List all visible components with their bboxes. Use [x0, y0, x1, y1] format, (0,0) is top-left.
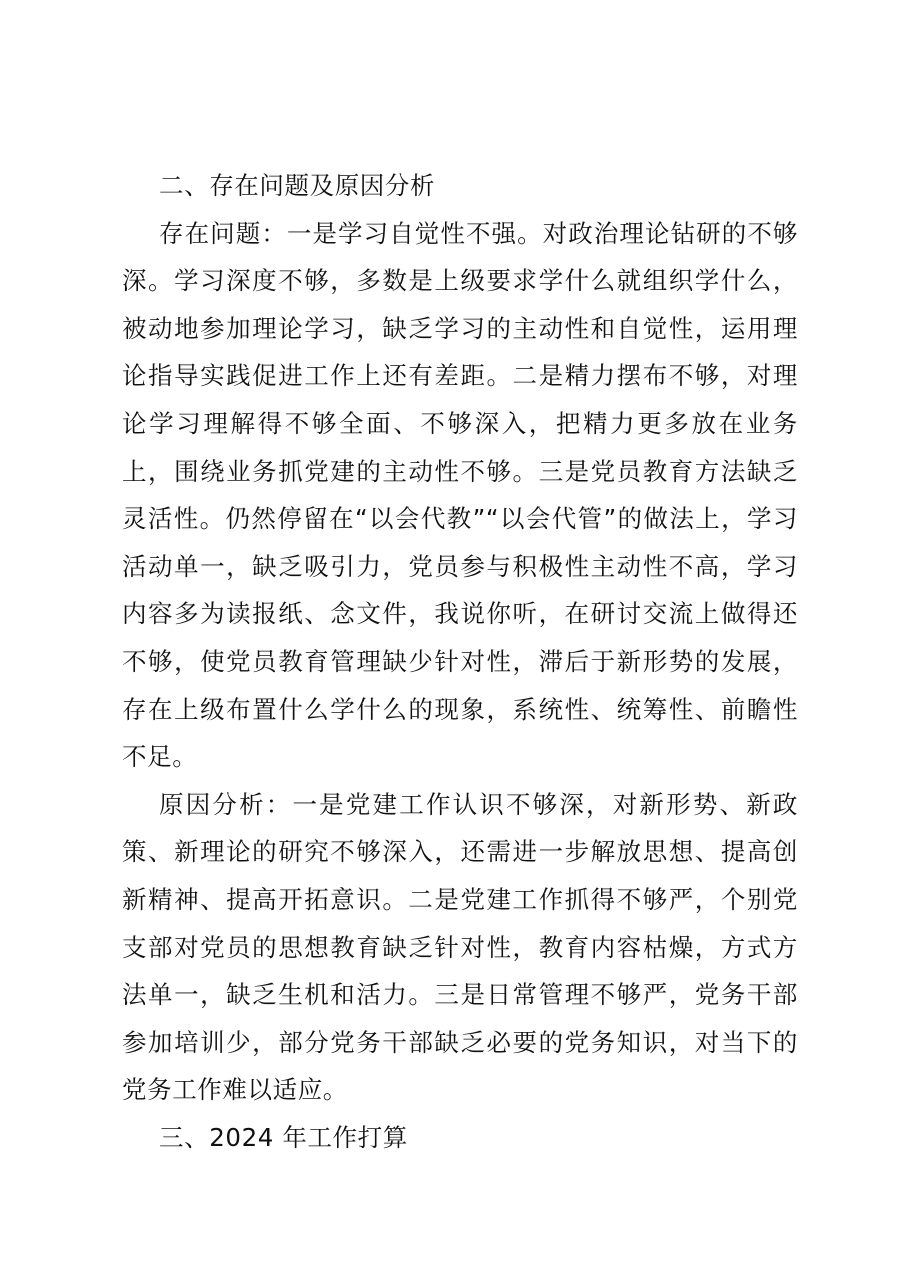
causes-paragraph: 原因分析：一是党建工作认识不够深，对新形势、新政策、新理论的研究不够深入，还需进一步解放思想、提高创新精神、提高开拓意识。二是党建工作抓得不够严，个别党支部对党员的思想教育缺乏针对性，教育内容枯燥，方式方法单一，缺乏生机和活力。三是日常管理不够严，党务干部参加培训少，部分党务干部缺乏必要的党务知识，对当下的党务工作难以适应。: [122, 789, 798, 1105]
section-three-heading: 三、2024 年工作打算: [159, 1122, 408, 1152]
problems-paragraph: 存在问题：一是学习自觉性不强。对政治理论钻研的不够深。学习深度不够，多数是上级要求学什么就组织学什么，被动地参加理论学习，缺乏学习的主动性和自觉性，运用理论指导实践促进工作上还有差距。二是精力摆布不够，对理论学习理解得不够全面、不够深入，把精力更多放在业务上，围绕业务抓党建的主动性不够。三是党员教育方法缺乏灵活性。仍然停留在“以会代教”“以会代管”的做法上，学习活动单一，缺乏吸引力，党员参与积极性主动性不高，学习内容多为读报纸、念文件，我说你听，在研讨交流上做得还不够，使党员教育管理缺少针对性，滞后于新形势的发展，存在上级布置什么学什么的现象，系统性、统筹性、前瞻性不足。: [122, 218, 798, 772]
section-two-heading: 二、存在问题及原因分析: [159, 171, 436, 200]
document-body: [122, 162, 798, 1161]
